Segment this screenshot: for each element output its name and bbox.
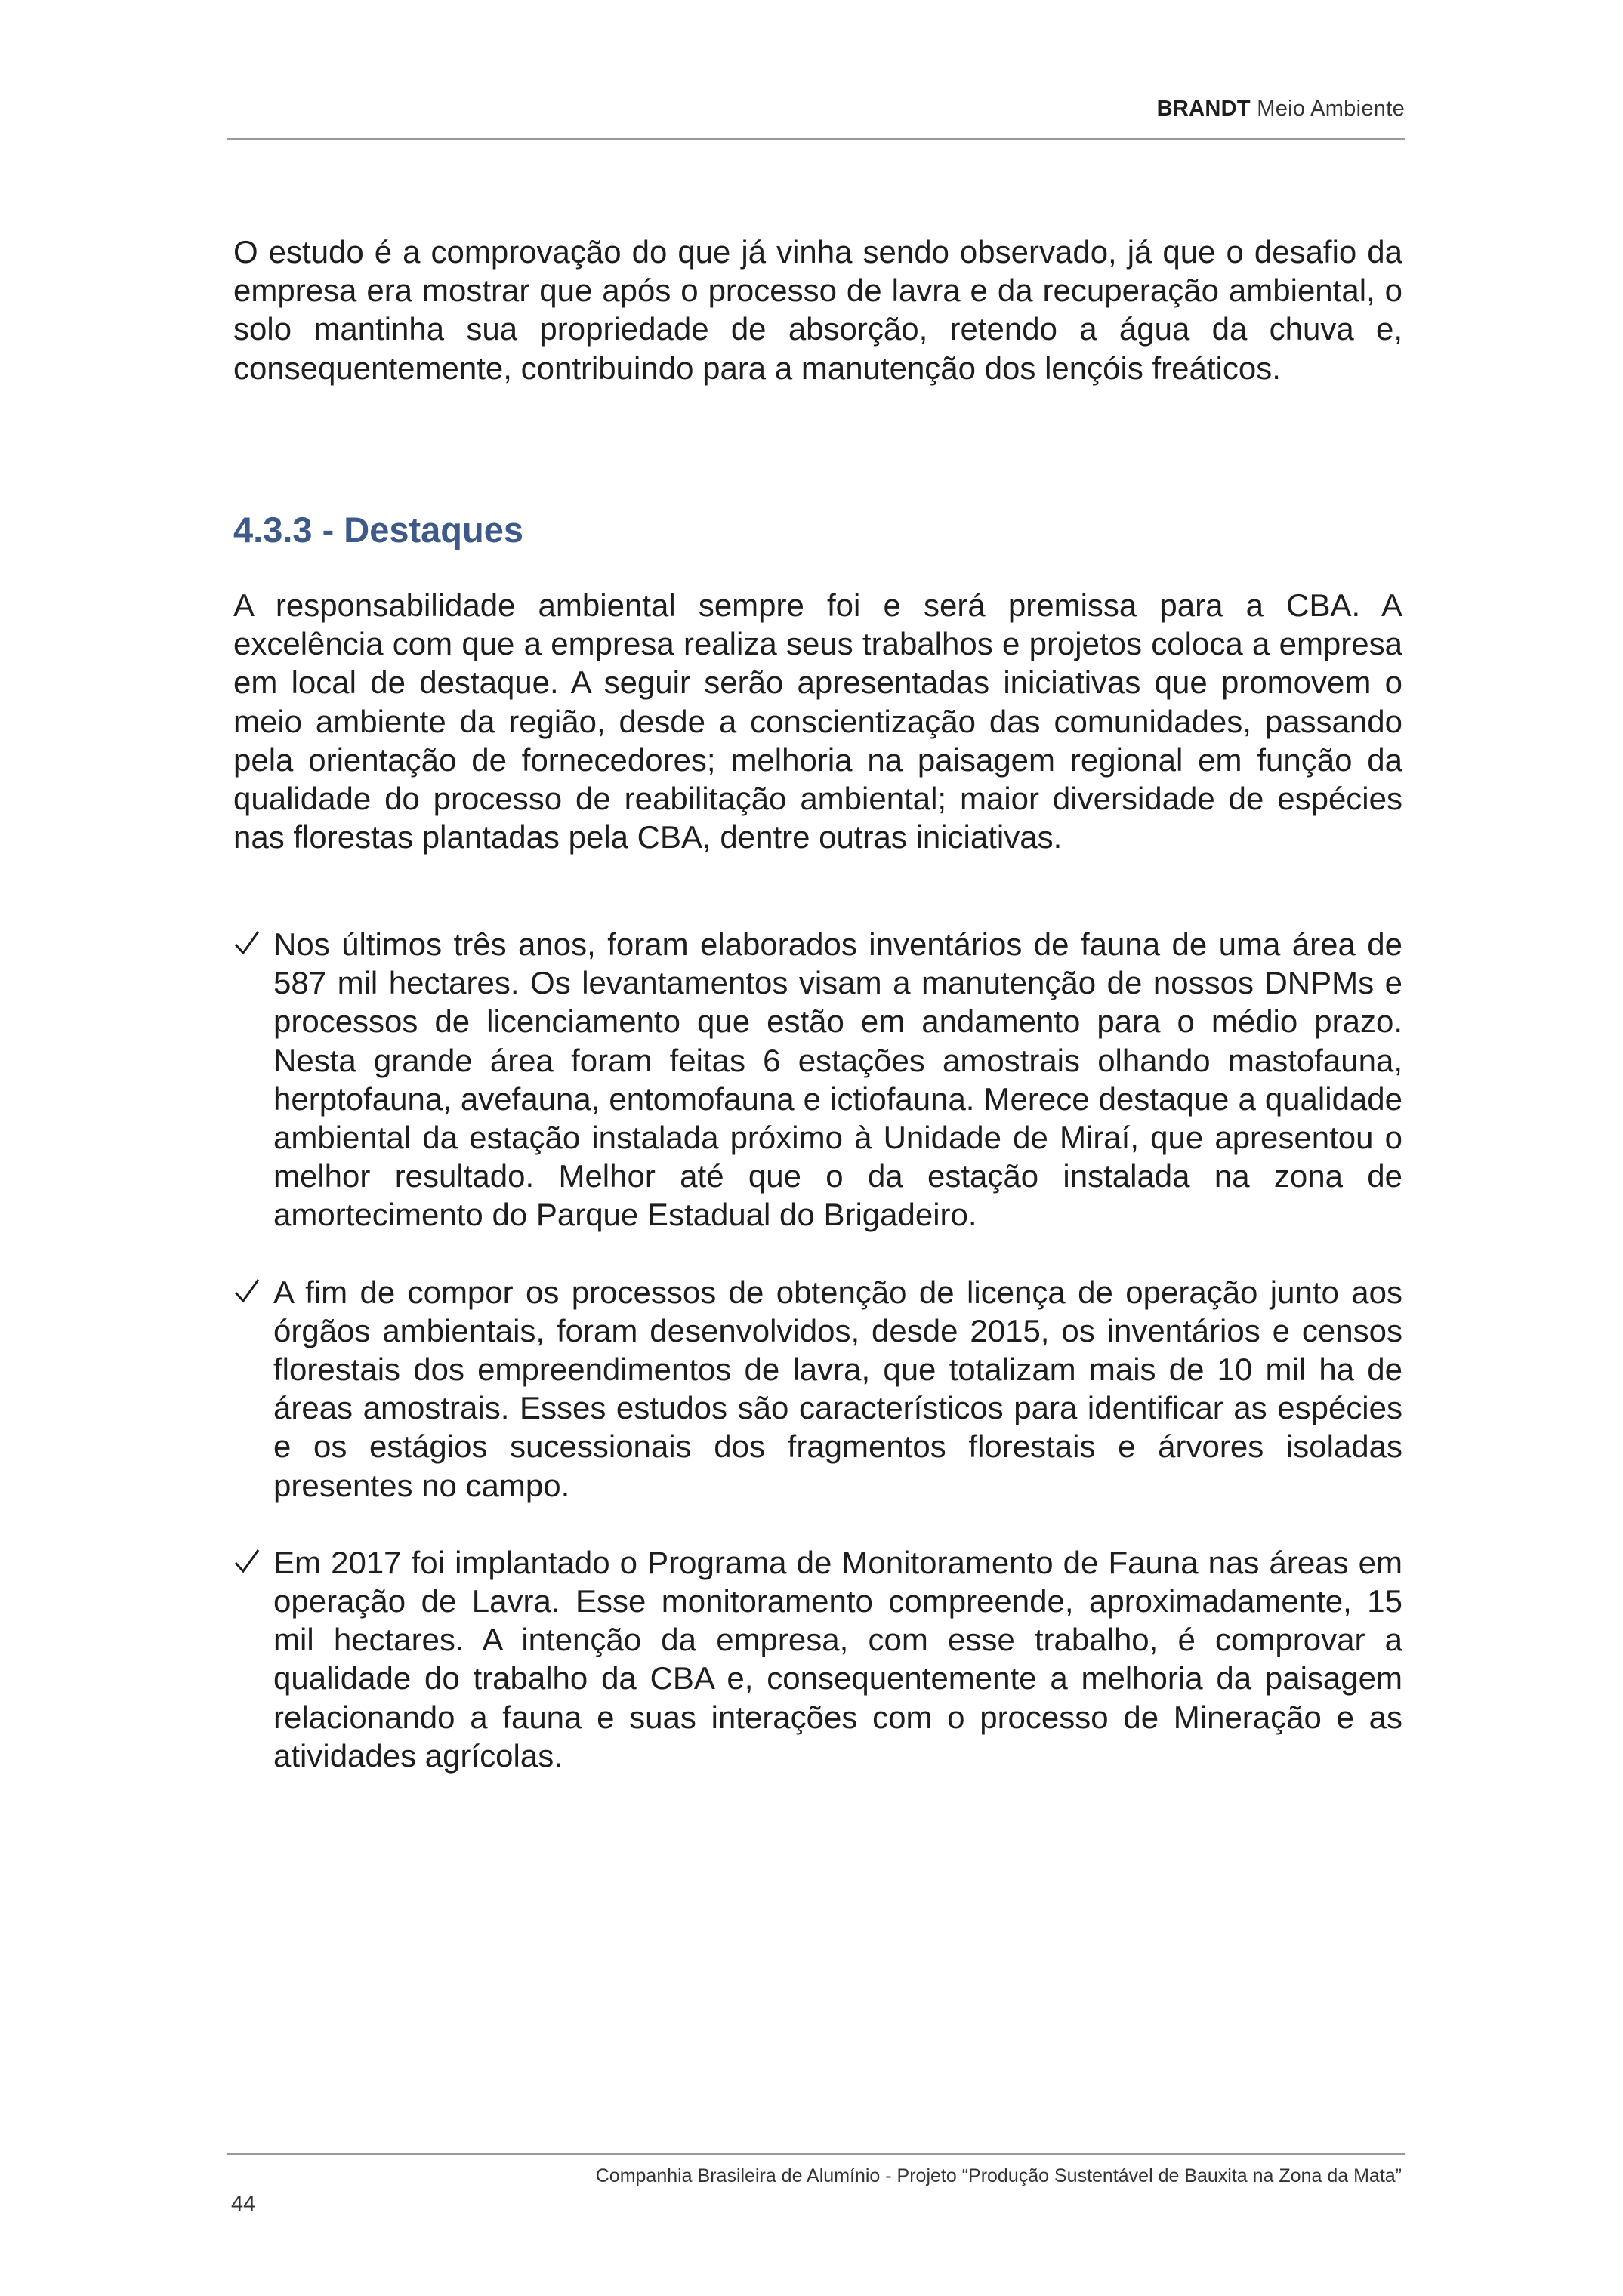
section-title: 4.3.3 - Destaques: [233, 510, 524, 550]
highlights-list: [233, 925, 1402, 1814]
header-brand: BRANDT: [1156, 97, 1251, 121]
footer-text: Companhia Brasileira de Alumínio - Projeto “Produção Sustentável de Bauxita na Zona da Mata”: [595, 2165, 1402, 2187]
list-item: [233, 1543, 1402, 1775]
page-header: [227, 97, 1405, 122]
checkmark-icon: [233, 928, 261, 958]
header-subtitle: Meio Ambiente: [1257, 97, 1405, 121]
header-divider: [227, 138, 1405, 140]
intro-paragraph: O estudo é a comprovação do que já vinha sendo observado, já que o desafio da empresa era mostrar que após o processo de lavra e da recuperação ambiental, o solo mantinha sua propriedade de absorção, retendo a água da chuva e, consequentemente, contribuindo para a manutenção dos lençóis freáticos.: [233, 234, 1402, 386]
list-item-text: Nos últimos três anos, foram elaborados inventários de fauna de uma área de 587 mil hectares. Os levantamentos visam a manutenção de nossos DNPMs e processos de licenciamento que estão em andamento para o médio prazo. Nesta grande área foram feitas 6 estações amostrais olhando mastofauna, herptofauna, avefauna, entomofauna e ictiofauna. Merece destaque a qualidade ambiental da estação instalada próximo à Unidade de Miraí, que apresentou o melhor resultado. Melhor até que o da estação instalada na zona de amortecimento do Parque Estadual do Brigadeiro.: [273, 926, 1402, 1233]
list-item: [233, 1273, 1402, 1505]
list-item-text: A fim de compor os processos de obtenção de licença de operação junto aos órgãos ambientais, foram desenvolvidos, desde 2015, os inventários e censos florestais dos empreendimentos de lavra, que totalizam mais de 10 mil ha de áreas amostrais. Esses estudos são característicos para identificar as espécies e os estágios sucessionais dos fragmentos florestais e árvores isoladas presentes no campo.: [273, 1274, 1402, 1503]
checkmark-icon: [233, 1276, 261, 1306]
section-body-paragraph: A responsabilidade ambiental sempre foi e será premissa para a CBA. A excelência com que a empresa realiza seus trabalhos e projetos coloca a empresa em local de destaque. A seguir serão apresentadas iniciativas que promovem o meio ambiente da região, desde a conscientização das comunidades, passando pela orientação de fornecedores; melhoria na paisagem regional em função da qualidade do processo de reabilitação ambiental; maior diversidade de espécies nas florestas plantadas pela CBA, dentre outras iniciativas.: [233, 587, 1402, 855]
footer-divider: [227, 2153, 1405, 2155]
checkmark-icon: [233, 1546, 261, 1576]
list-item-text: Em 2017 foi implantado o Programa de Monitoramento de Fauna nas áreas em operação de Lavra. Esse monitoramento compreende, aproximadamente, 15 mil hectares. A intenção da empresa, com esse trabalho, é comprovar a qualidade do trabalho da CBA e, consequentemente a melhoria da paisagem relacionando a fauna e suas interações com o processo de Mineração e as atividades agrícolas.: [273, 1544, 1402, 1774]
page-number: 44: [231, 2192, 256, 2216]
list-item: [233, 925, 1402, 1234]
